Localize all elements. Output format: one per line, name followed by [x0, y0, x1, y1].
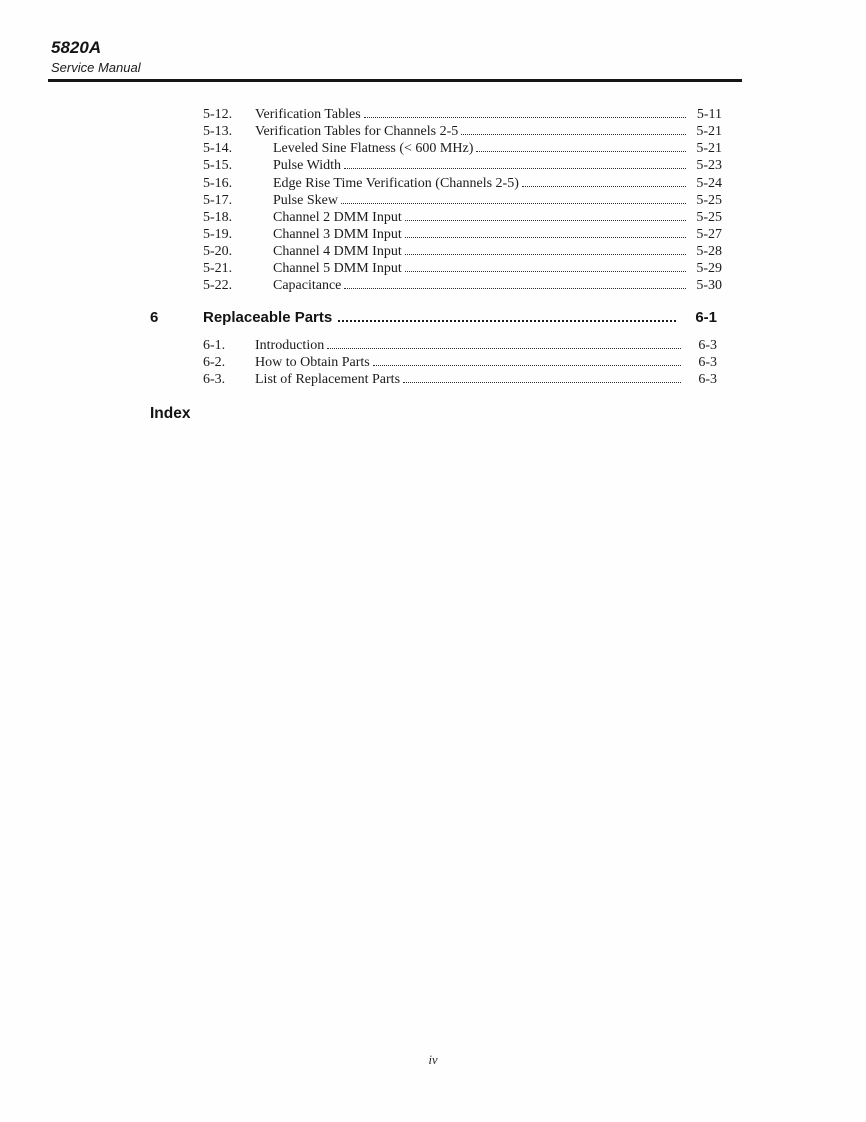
toc-row: [203, 175, 722, 192]
header-model: 5820A: [51, 38, 102, 57]
toc-row: [203, 260, 722, 277]
toc-row: [203, 277, 722, 294]
toc-entry-number: 5-17.: [203, 192, 233, 208]
chapter-number: 6: [150, 309, 159, 326]
dot-leader: [405, 254, 686, 255]
toc-entry-title: Leveled Sine Flatness (< 600 MHz): [273, 141, 474, 157]
toc-entry-number: 6-1.: [203, 338, 226, 353]
header-subtitle: Service Manual: [51, 60, 141, 75]
toc-entry-title: Verification Tables: [255, 107, 361, 122]
toc-entry-page-number: 6-3: [698, 338, 717, 353]
toc-row: [203, 157, 722, 174]
toc-entry-number: 5-21.: [203, 261, 233, 277]
toc-entry-page-number: 5-23: [696, 158, 722, 174]
header-rule: [48, 79, 742, 82]
dot-leader: [327, 348, 681, 349]
toc-entry-title: Verification Tables for Channels 2-5: [255, 124, 459, 140]
toc-entry-number: 5-19.: [203, 226, 233, 242]
toc-entry-number: 6-3.: [203, 372, 226, 388]
toc-row: [203, 243, 722, 260]
dot-leader: [373, 365, 681, 366]
toc-row: [203, 209, 722, 226]
toc-entry-page-number: 6-3: [698, 355, 717, 371]
dot-leader: [461, 134, 686, 135]
toc-row: [203, 106, 722, 123]
toc-entry-title: Channel 2 DMM Input: [273, 209, 402, 225]
toc-entry-number: 5-16.: [203, 175, 233, 191]
toc-entry-number: 5-12.: [203, 107, 233, 122]
dot-leader: [341, 203, 686, 204]
dot-leader: [403, 382, 681, 383]
toc-entry-number: 5-15.: [203, 158, 233, 174]
toc-entry-page-number: 5-24: [696, 175, 722, 191]
toc-entry-page-number: 5-11: [696, 107, 722, 122]
toc-entry-number: 5-18.: [203, 209, 233, 225]
toc-entry-page-number: 6-3: [698, 372, 717, 388]
chapter-title: Replaceable Parts: [203, 309, 333, 326]
toc-entry-page-number: 5-30: [696, 278, 722, 294]
dot-leader: [405, 220, 686, 221]
toc-row: [203, 371, 717, 388]
toc-entry-page-number: 5-25: [696, 192, 722, 208]
toc-row: [203, 123, 722, 140]
toc-row: [203, 226, 722, 243]
toc-entry-title: Capacitance: [273, 278, 342, 294]
toc-entry-page-number: 5-27: [696, 226, 722, 242]
toc-entry-title: Channel 3 DMM Input: [273, 226, 402, 242]
toc-entry-title: Channel 5 DMM Input: [273, 261, 402, 277]
toc-entry-number: 5-13.: [203, 124, 233, 140]
toc-row: [203, 140, 722, 157]
toc-entry-number: 5-14.: [203, 141, 233, 157]
dot-leader: [522, 186, 686, 187]
toc-entry-title: List of Replacement Parts: [255, 372, 401, 388]
toc-entry-title: Edge Rise Time Verification (Channels 2-5): [273, 175, 519, 191]
chapter-page-number: 6-1: [695, 309, 717, 326]
toc-entry-title: Channel 4 DMM Input: [273, 244, 402, 260]
toc-chapter-6-entries: [203, 337, 717, 388]
toc-entry-title: Pulse Width: [273, 158, 342, 174]
toc-entry-title: How to Obtain Parts: [255, 355, 370, 371]
toc-entry-page-number: 5-28: [696, 244, 722, 260]
dot-leader: [344, 288, 686, 289]
toc-entry-page-number: 5-21: [696, 141, 722, 157]
toc-entry-number: 5-22.: [203, 278, 233, 294]
toc-row: [203, 337, 717, 354]
toc-entry-number: 6-2.: [203, 355, 226, 371]
dot-leader: [405, 271, 686, 272]
toc-entry-page-number: 5-29: [696, 261, 722, 277]
toc-chapter-5-entries: [203, 106, 722, 295]
toc-row: [203, 192, 722, 209]
toc-entry-title: Introduction: [255, 338, 325, 353]
toc-entry-title: Pulse Skew: [273, 192, 338, 208]
dot-leader: [476, 151, 686, 152]
toc-row: [203, 354, 717, 371]
dot-leader: [364, 117, 686, 118]
page-footer: [0, 1053, 866, 1068]
dot-leader: [344, 168, 686, 169]
dot-leader: [338, 320, 676, 322]
toc-chapter-6-heading: [150, 308, 717, 328]
toc-entry-number: 5-20.: [203, 244, 233, 260]
toc-entry-page-number: 5-25: [696, 209, 722, 225]
page-number: iv: [428, 1053, 438, 1067]
toc-entry-page-number: 5-21: [696, 124, 722, 140]
dot-leader: [405, 237, 686, 238]
index-heading: Index: [150, 405, 191, 422]
